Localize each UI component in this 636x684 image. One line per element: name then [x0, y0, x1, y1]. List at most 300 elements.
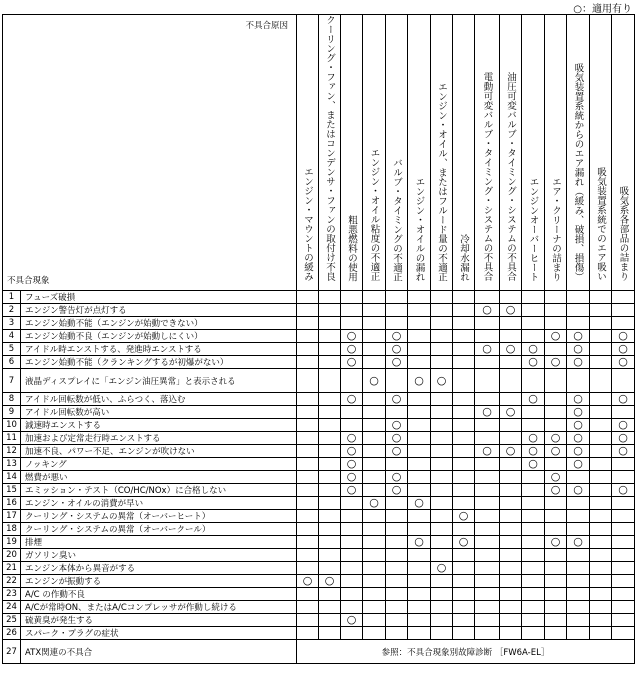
mark-cell [475, 419, 500, 432]
table-row [3, 510, 635, 523]
applicable-mark: ○ [618, 392, 628, 405]
mark-cell [408, 330, 431, 343]
table-row [3, 419, 635, 432]
row-number: 25 [3, 614, 21, 627]
table-row [3, 562, 635, 575]
mark-cell [431, 614, 453, 627]
cause-label: バルブ・タイミングの不適正 [391, 157, 402, 281]
symptom-cell: エンジン本体から異音がする [21, 562, 297, 575]
applicable-mark: ○ [550, 535, 561, 548]
mark-cell [500, 317, 522, 330]
mark-cell [431, 523, 453, 536]
mark-cell [567, 523, 590, 536]
mark-cell [319, 419, 341, 432]
mark-cell [363, 393, 386, 406]
mark-cell [567, 601, 590, 614]
mark-cell [408, 510, 431, 523]
mark-cell [341, 601, 363, 614]
mark-cell [363, 588, 386, 601]
mark-cell [297, 330, 319, 343]
mark-cell [408, 562, 431, 575]
mark-cell [475, 562, 500, 575]
applicable-mark: ○ [391, 418, 402, 431]
mark-cell [297, 356, 319, 369]
mark-cell [431, 497, 453, 510]
applicable-mark: ○ [573, 444, 583, 457]
mark-cell [297, 549, 319, 562]
cause-header [522, 15, 545, 291]
mark-cell [567, 575, 590, 588]
mark-cell [545, 330, 567, 343]
mark-cell [297, 343, 319, 356]
mark-cell [297, 510, 319, 523]
mark-cell [475, 432, 500, 445]
mark-cell [500, 510, 522, 523]
mark-cell [431, 458, 453, 471]
table-row [3, 614, 635, 627]
mark-cell [475, 614, 500, 627]
mark-cell [567, 406, 590, 419]
mark-cell [386, 432, 408, 445]
mark-cell [453, 562, 475, 575]
mark-cell [431, 304, 453, 317]
mark-cell [341, 291, 363, 304]
applicable-mark: ○ [324, 574, 335, 587]
mark-cell [297, 588, 319, 601]
row-number: 2 [3, 304, 21, 317]
mark-cell [341, 562, 363, 575]
cause-header [386, 15, 408, 291]
mark-cell [408, 406, 431, 419]
mark-cell [590, 304, 612, 317]
mark-cell [545, 343, 567, 356]
symptom-cell: エンジン始動不良（エンジンが始動しにくい） [21, 330, 297, 343]
mark-cell [475, 304, 500, 317]
mark-cell [612, 343, 635, 356]
applicable-mark: ○ [346, 392, 357, 405]
symptom-cell: 液晶ディスプレイに「エンジン油圧異常」と表示される [21, 369, 297, 393]
mark-cell [408, 484, 431, 497]
applicable-mark: ○ [618, 329, 628, 342]
mark-cell [297, 304, 319, 317]
mark-cell [590, 393, 612, 406]
mark-cell [431, 536, 453, 549]
applicable-mark: ○ [391, 392, 402, 405]
mark-cell [590, 343, 612, 356]
mark-cell [612, 291, 635, 304]
applicable-mark: ○ [618, 431, 628, 444]
mark-cell [567, 317, 590, 330]
mark-cell [453, 369, 475, 393]
cause-header [363, 15, 386, 291]
mark-cell [590, 330, 612, 343]
mark-cell [408, 445, 431, 458]
mark-cell [453, 471, 475, 484]
symptom-cell: クーリング・システムの異常（オーバークール） [21, 523, 297, 536]
mark-cell [319, 588, 341, 601]
mark-cell [363, 471, 386, 484]
mark-cell [522, 419, 545, 432]
mark-cell [431, 432, 453, 445]
table-row [3, 549, 635, 562]
symptom-cell: A/Cが常時ON、またはA/Cコンプレッサが作動し続ける [21, 601, 297, 614]
mark-cell [500, 562, 522, 575]
mark-cell [431, 484, 453, 497]
mark-cell [341, 588, 363, 601]
mark-cell [612, 497, 635, 510]
mark-cell [297, 601, 319, 614]
mark-cell [612, 369, 635, 393]
mark-cell [545, 432, 567, 445]
symptom-cell: エンジン始動不能（エンジンが始動できない） [21, 317, 297, 330]
mark-cell [567, 549, 590, 562]
symptom-cell: 加速不良、パワー不足、エンジンが吹けない [21, 445, 297, 458]
mark-cell [475, 406, 500, 419]
applicable-mark: ○ [573, 457, 583, 470]
mark-cell [386, 510, 408, 523]
mark-cell [319, 497, 341, 510]
mark-cell [475, 291, 500, 304]
mark-cell [363, 317, 386, 330]
mark-cell [386, 356, 408, 369]
mark-cell [522, 601, 545, 614]
cause-label: エンジン・オイルの漏れ [413, 176, 425, 281]
applicable-mark: ○ [369, 373, 379, 387]
table-row [3, 304, 635, 317]
mark-cell [500, 291, 522, 304]
cause-label: エンジン・マウントの緩み [302, 167, 313, 281]
applicable-mark: ○ [550, 355, 561, 368]
mark-cell [386, 549, 408, 562]
mark-cell [341, 510, 363, 523]
mark-cell [363, 356, 386, 369]
mark-cell [612, 575, 635, 588]
symptom-cell: エンジンが振動する [21, 575, 297, 588]
mark-cell [386, 601, 408, 614]
mark-cell [475, 601, 500, 614]
mark-cell [408, 497, 431, 510]
table-row [3, 601, 635, 614]
table-row [3, 356, 635, 369]
symptom-cell: エミッション・テスト（CO/HC/NOx）に合格しない [21, 484, 297, 497]
mark-cell [319, 356, 341, 369]
mark-cell [408, 304, 431, 317]
mark-cell [386, 536, 408, 549]
mark-cell [590, 317, 612, 330]
mark-cell [363, 510, 386, 523]
symptom-cell: ATX関連の不具合 [21, 640, 297, 664]
mark-cell [386, 588, 408, 601]
row-number: 13 [3, 458, 21, 471]
row-number: 4 [3, 330, 21, 343]
mark-cell [363, 536, 386, 549]
symptom-title: 不具合現象 [7, 276, 50, 286]
row-number: 18 [3, 523, 21, 536]
mark-cell [453, 549, 475, 562]
mark-cell [545, 317, 567, 330]
cause-label: エア・クリーナの詰まり [550, 176, 561, 281]
mark-cell [567, 393, 590, 406]
mark-cell [386, 458, 408, 471]
symptom-cell: エンジン・オイルの消費が早い [21, 497, 297, 510]
table-row [3, 575, 635, 588]
mark-cell [453, 458, 475, 471]
mark-cell [590, 588, 612, 601]
mark-cell [297, 536, 319, 549]
table-row [3, 640, 635, 664]
mark-cell [500, 445, 522, 458]
symptom-cell: エンジン始動不能（クランキングするが初爆がない） [21, 356, 297, 369]
mark-cell [363, 549, 386, 562]
mark-cell [475, 458, 500, 471]
applicable-mark: ○ [618, 483, 628, 496]
mark-cell [612, 317, 635, 330]
mark-cell [363, 627, 386, 640]
row-number: 1 [3, 291, 21, 304]
applicable-mark: ○ [528, 392, 538, 405]
row-number: 21 [3, 562, 21, 575]
table-row [3, 471, 635, 484]
applicable-mark: ○ [346, 355, 357, 368]
mark-cell [475, 588, 500, 601]
mark-cell [612, 536, 635, 549]
symptom-cell: 減速時エンストする [21, 419, 297, 432]
mark-cell [522, 458, 545, 471]
mark-cell [522, 471, 545, 484]
mark-cell [500, 369, 522, 393]
cause-label: 冷却水漏れ [458, 233, 469, 281]
mark-cell [431, 549, 453, 562]
mark-cell [341, 523, 363, 536]
mark-cell [500, 406, 522, 419]
mark-cell [590, 523, 612, 536]
cause-header [453, 15, 475, 291]
mark-cell [386, 330, 408, 343]
mark-cell [475, 575, 500, 588]
mark-cell [341, 627, 363, 640]
mark-cell [341, 317, 363, 330]
mark-cell [386, 471, 408, 484]
applicable-mark: ○ [391, 329, 402, 342]
mark-cell [453, 536, 475, 549]
mark-cell [386, 291, 408, 304]
applicable-mark: ○ [618, 444, 628, 457]
mark-cell [500, 432, 522, 445]
table-body [3, 291, 635, 664]
table-row [3, 484, 635, 497]
mark-cell [522, 369, 545, 393]
mark-cell [475, 445, 500, 458]
applicable-mark: ○ [573, 342, 583, 355]
mark-cell [567, 458, 590, 471]
cause-label: エンジン・オイル粘度の不適正 [368, 148, 380, 281]
row-number: 5 [3, 343, 21, 356]
mark-cell [590, 562, 612, 575]
mark-cell [522, 523, 545, 536]
mark-cell [453, 523, 475, 536]
row-number: 24 [3, 601, 21, 614]
mark-cell [431, 575, 453, 588]
cause-header [341, 15, 363, 291]
mark-cell [341, 458, 363, 471]
mark-cell [590, 484, 612, 497]
mark-cell [341, 330, 363, 343]
applicable-mark: ○ [573, 483, 583, 496]
mark-cell [408, 627, 431, 640]
mark-cell [319, 317, 341, 330]
table-row [3, 291, 635, 304]
mark-cell [453, 304, 475, 317]
mark-cell [475, 369, 500, 393]
mark-cell [408, 601, 431, 614]
mark-cell [612, 588, 635, 601]
applicable-mark: ○ [550, 431, 561, 444]
mark-cell [612, 419, 635, 432]
mark-cell [567, 510, 590, 523]
mark-cell [453, 445, 475, 458]
mark-cell [408, 291, 431, 304]
mark-cell [341, 484, 363, 497]
mark-cell [386, 523, 408, 536]
applicable-mark: ○ [550, 483, 561, 496]
mark-cell [341, 304, 363, 317]
cause-label: 吸気装置系統でのエア吸い [595, 167, 606, 281]
mark-cell [363, 406, 386, 419]
mark-cell [567, 291, 590, 304]
mark-cell [453, 393, 475, 406]
mark-cell [297, 484, 319, 497]
mark-cell [363, 445, 386, 458]
applicable-mark: ○ [391, 431, 402, 444]
mark-cell [319, 562, 341, 575]
mark-cell [341, 406, 363, 419]
cause-header [567, 15, 590, 291]
symptom-cell: 加速および定常走行時エンストする [21, 432, 297, 445]
mark-cell [522, 614, 545, 627]
symptom-cell: 燃費が悪い [21, 471, 297, 484]
mark-cell [297, 393, 319, 406]
mark-cell [363, 497, 386, 510]
mark-cell [590, 369, 612, 393]
table-row [3, 497, 635, 510]
applicable-mark: ○ [550, 470, 561, 483]
mark-cell [475, 471, 500, 484]
mark-cell [500, 471, 522, 484]
row-number: 10 [3, 419, 21, 432]
mark-cell [386, 304, 408, 317]
row-number: 26 [3, 627, 21, 640]
mark-cell [363, 575, 386, 588]
mark-cell [453, 601, 475, 614]
row-number: 16 [3, 497, 21, 510]
mark-cell [408, 458, 431, 471]
mark-cell [567, 471, 590, 484]
mark-cell [545, 356, 567, 369]
mark-cell [341, 445, 363, 458]
header-row [3, 15, 635, 291]
table-row [3, 343, 635, 356]
applicable-mark: ○ [346, 329, 357, 342]
mark-cell [500, 497, 522, 510]
mark-cell [341, 497, 363, 510]
mark-cell [453, 588, 475, 601]
mark-cell [475, 523, 500, 536]
mark-cell [545, 406, 567, 419]
symptom-cell: 硫黄臭が発生する [21, 614, 297, 627]
mark-cell [431, 291, 453, 304]
mark-cell [545, 601, 567, 614]
mark-cell [453, 356, 475, 369]
mark-cell [522, 393, 545, 406]
mark-cell [567, 330, 590, 343]
applicable-mark: ○ [550, 444, 561, 457]
mark-cell [319, 601, 341, 614]
row-number: 17 [3, 510, 21, 523]
mark-cell [363, 432, 386, 445]
mark-cell [297, 523, 319, 536]
mark-cell [319, 291, 341, 304]
mark-cell [612, 562, 635, 575]
mark-cell [341, 419, 363, 432]
row-number: 3 [3, 317, 21, 330]
row-number: 9 [3, 406, 21, 419]
mark-cell [408, 471, 431, 484]
mark-cell [475, 536, 500, 549]
mark-cell [522, 575, 545, 588]
symptom-cell: スパーク・プラグの症状 [21, 627, 297, 640]
symptom-cell: アイドル回転数が低い、ふらつく、落込む [21, 393, 297, 406]
mark-cell [363, 291, 386, 304]
row-number: 27 [3, 640, 21, 664]
mark-cell [453, 406, 475, 419]
mark-cell [567, 588, 590, 601]
symptom-cell: 排煙 [21, 536, 297, 549]
mark-cell [590, 536, 612, 549]
symptom-cell: A/C の作動不良 [21, 588, 297, 601]
symptom-cell: ノッキング [21, 458, 297, 471]
mark-cell [319, 575, 341, 588]
mark-cell [431, 510, 453, 523]
mark-cell [319, 369, 341, 393]
mark-cell [363, 562, 386, 575]
mark-cell [297, 575, 319, 588]
mark-cell [545, 471, 567, 484]
mark-cell [319, 627, 341, 640]
mark-cell [612, 549, 635, 562]
applicable-mark: ○ [505, 303, 516, 316]
applicable-mark: ○ [391, 342, 402, 355]
mark-cell [612, 614, 635, 627]
symptom-cell: クーリング・システムの異常（オーバーヒート） [21, 510, 297, 523]
mark-cell [612, 458, 635, 471]
mark-cell [590, 510, 612, 523]
mark-cell [590, 445, 612, 458]
table-row [3, 432, 635, 445]
mark-cell [522, 304, 545, 317]
mark-cell [408, 575, 431, 588]
mark-cell [297, 369, 319, 393]
mark-cell [408, 356, 431, 369]
applicable-mark: ○ [528, 431, 538, 444]
symptom-cell: フューズ破損 [21, 291, 297, 304]
mark-cell [453, 419, 475, 432]
mark-cell [363, 523, 386, 536]
mark-cell [363, 614, 386, 627]
mark-cell [567, 536, 590, 549]
mark-cell [612, 510, 635, 523]
mark-cell [522, 291, 545, 304]
mark-cell [341, 575, 363, 588]
